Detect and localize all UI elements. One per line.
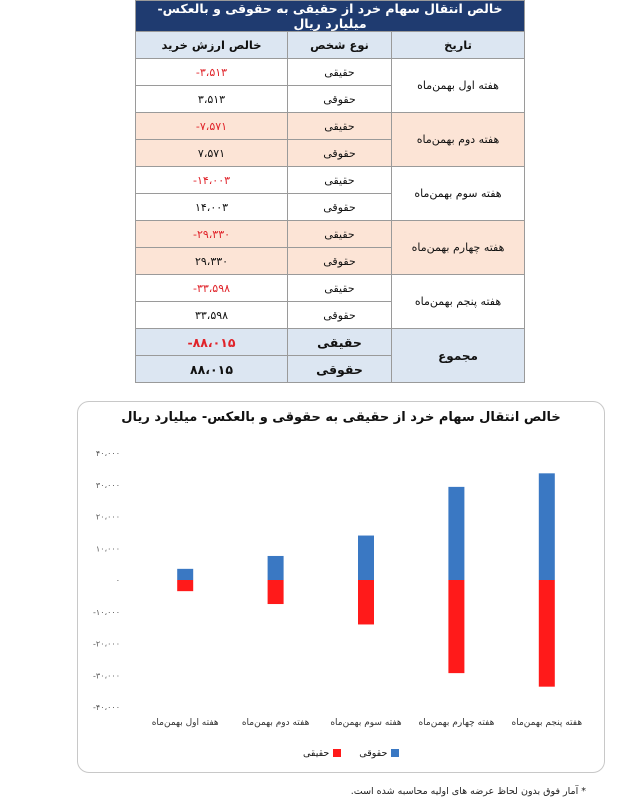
bar-natural xyxy=(177,580,193,591)
x-category-label: هفته اول بهمن‌ماه xyxy=(151,718,219,728)
week-label: هفته اول بهمن‌ماه xyxy=(392,59,525,113)
legend-label: حقیقی xyxy=(303,747,330,759)
table-row xyxy=(136,113,525,140)
table-row xyxy=(136,59,525,86)
bar-legal xyxy=(358,536,374,580)
net-value-cell: ۲۹،۳۳۰ xyxy=(136,248,288,275)
bar-natural xyxy=(268,580,284,604)
x-category-label: هفته پنجم بهمن‌ماه xyxy=(511,718,583,728)
chart-container xyxy=(77,401,605,773)
total-row xyxy=(136,329,525,356)
bar-legal xyxy=(268,556,284,580)
person-type-cell: حقیقی xyxy=(288,275,392,302)
person-type-cell: حقوقی xyxy=(288,86,392,113)
table-row xyxy=(136,275,525,302)
legend-item xyxy=(359,748,399,759)
x-category-label: هفته سوم بهمن‌ماه xyxy=(330,718,402,728)
y-tick-label: ۴۰،۰۰۰ xyxy=(95,449,120,458)
y-tick-label: -۱۰،۰۰۰ xyxy=(93,607,120,617)
legend-label: حقوقی xyxy=(359,747,388,759)
week-label: هفته دوم بهمن‌ماه xyxy=(392,113,525,167)
table-title: خالص انتقال سهام خرد از حقیقی به حقوقی و بالعکس- میلیارد ریال xyxy=(136,1,525,32)
header-date: تاریخ xyxy=(392,32,525,59)
y-tick-label: ۲۰،۰۰۰ xyxy=(95,512,120,522)
person-type-cell: حقیقی xyxy=(288,221,392,248)
total-value: -۸۸،۰۱۵ xyxy=(136,329,288,356)
net-value-cell: ۱۴،۰۰۳ xyxy=(136,194,288,221)
bar-chart xyxy=(78,402,604,772)
person-type-cell: حقیقی xyxy=(288,59,392,86)
person-type-cell: حقیقی xyxy=(288,113,392,140)
header-person-type: نوع شخص xyxy=(288,32,392,59)
footnote: * آمار فوق بدون لحاظ عرضه های اولیه محاسبه شده است. xyxy=(350,786,586,797)
net-value-cell: ۳۳،۵۹۸ xyxy=(136,302,288,329)
person-type-cell: حقوقی xyxy=(288,302,392,329)
y-tick-label: -۲۰،۰۰۰ xyxy=(93,639,120,649)
legend-swatch xyxy=(333,749,341,757)
header-net-value: خالص ارزش خرید xyxy=(136,32,288,59)
total-value: ۸۸،۰۱۵ xyxy=(136,356,288,383)
x-category-label: هفته چهارم بهمن‌ماه xyxy=(418,718,495,728)
bar-legal xyxy=(177,569,193,580)
table-row xyxy=(136,167,525,194)
y-tick-label: ۱۰،۰۰۰ xyxy=(95,544,120,554)
week-label: هفته سوم بهمن‌ماه xyxy=(392,167,525,221)
bar-legal xyxy=(539,473,555,580)
bar-legal xyxy=(448,487,464,580)
x-category-label: هفته دوم بهمن‌ماه xyxy=(241,718,310,728)
week-label: هفته پنجم بهمن‌ماه xyxy=(392,275,525,329)
bar-natural xyxy=(448,580,464,673)
y-tick-label: -۳۰،۰۰۰ xyxy=(93,671,120,681)
total-person-type: حقیقی xyxy=(288,329,392,356)
net-value-cell: ۳،۵۱۳ xyxy=(136,86,288,113)
table-row xyxy=(136,221,525,248)
chart-legend xyxy=(303,746,399,760)
net-value-cell: -۳۳،۵۹۸ xyxy=(136,275,288,302)
net-value-cell: -۳،۵۱۳ xyxy=(136,59,288,86)
y-tick-label: ۰ xyxy=(115,576,120,585)
legend-swatch xyxy=(391,749,399,757)
total-person-type: حقوقی xyxy=(288,356,392,383)
person-type-cell: حقوقی xyxy=(288,194,392,221)
bar-natural xyxy=(539,580,555,687)
bar-natural xyxy=(358,580,374,624)
net-value-cell: ۷،۵۷۱ xyxy=(136,140,288,167)
net-value-cell: -۱۴،۰۰۳ xyxy=(136,167,288,194)
legend-item xyxy=(303,748,341,759)
net-transfer-table xyxy=(135,0,525,383)
net-value-cell: -۲۹،۳۳۰ xyxy=(136,221,288,248)
y-tick-label: ۳۰،۰۰۰ xyxy=(95,480,120,490)
net-value-cell: -۷،۵۷۱ xyxy=(136,113,288,140)
y-tick-label: -۴۰،۰۰۰ xyxy=(93,703,120,712)
person-type-cell: حقوقی xyxy=(288,140,392,167)
chart-title: خالص انتقال سهام خرد از حقیقی به حقوقی و بالعکس- میلیارد ریال xyxy=(121,410,561,425)
week-label: هفته چهارم بهمن‌ماه xyxy=(392,221,525,275)
person-type-cell: حقوقی xyxy=(288,248,392,275)
total-label: مجموع xyxy=(392,329,525,383)
person-type-cell: حقیقی xyxy=(288,167,392,194)
